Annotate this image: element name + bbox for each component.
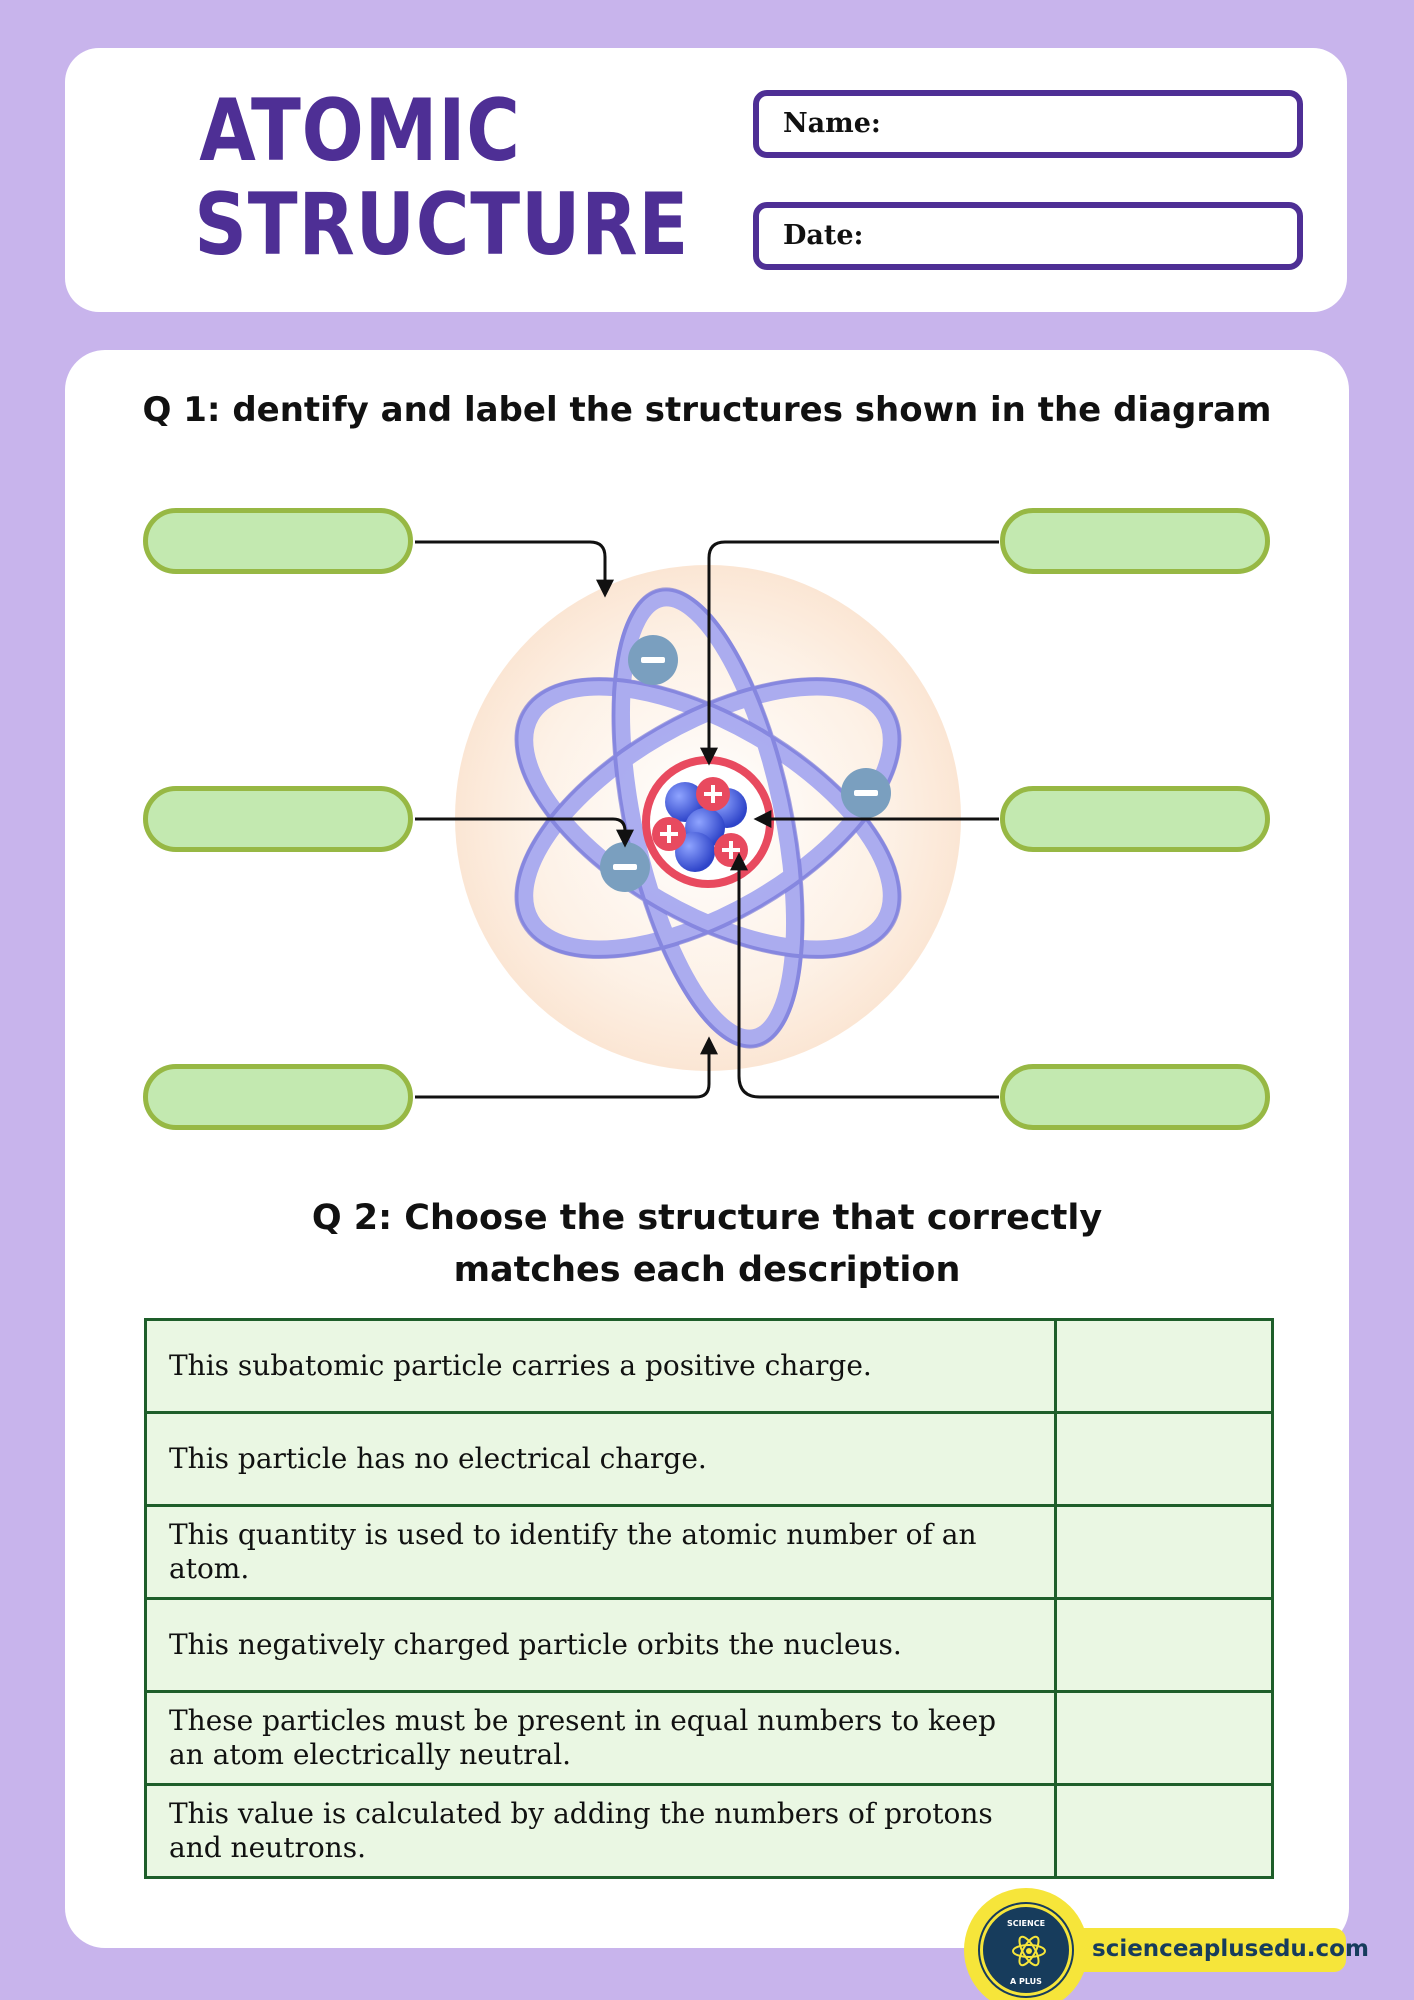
table-row xyxy=(146,1506,1273,1599)
atom-icon xyxy=(1009,1931,1049,1971)
worksheet-title xyxy=(194,81,690,275)
label-box-bottom-left[interactable] xyxy=(143,1064,413,1130)
table-row xyxy=(146,1785,1273,1878)
header-card xyxy=(65,48,1347,312)
label-box-top-left[interactable] xyxy=(143,508,413,574)
table-row xyxy=(146,1692,1273,1785)
date-label: Date: xyxy=(783,220,864,251)
name-label: Name: xyxy=(783,108,881,139)
electron xyxy=(841,768,891,818)
answer-cell[interactable] xyxy=(1055,1320,1272,1413)
description-cell: This negatively charged particle orbits the nucleus. xyxy=(146,1599,1056,1692)
title-line-2: STRUCTURE xyxy=(194,175,690,275)
description-cell: This subatomic particle carries a positive charge. xyxy=(146,1320,1056,1413)
answer-cell[interactable] xyxy=(1055,1413,1272,1506)
label-box-bottom-right[interactable] xyxy=(1000,1064,1270,1130)
table-row xyxy=(146,1320,1273,1413)
table-row xyxy=(146,1413,1273,1506)
electron xyxy=(600,842,650,892)
title-line-1: ATOMIC xyxy=(199,81,521,181)
answer-cell[interactable] xyxy=(1055,1506,1272,1599)
label-box-middle-left[interactable] xyxy=(143,786,413,852)
brand-logo xyxy=(964,1888,1088,2000)
badge-top-text: SCIENCE xyxy=(1006,1919,1046,1928)
description-table xyxy=(144,1318,1274,1879)
question-1-title: Q 1: dentify and label the structures shown in the diagram xyxy=(142,390,1272,430)
answer-cell[interactable] xyxy=(1055,1785,1272,1878)
question-2-title: Q 2: Choose the structure that correctly matches each description xyxy=(311,1198,1103,1290)
proton xyxy=(652,817,686,851)
label-box-middle-right[interactable] xyxy=(1000,786,1270,852)
electron xyxy=(628,635,678,685)
label-box-top-right[interactable] xyxy=(1000,508,1270,574)
description-cell: This value is calculated by adding the numbers of protons and neutrons. xyxy=(146,1785,1056,1878)
brand-website[interactable]: scienceaplusedu.com xyxy=(1070,1928,1346,1972)
description-cell: This particle has no electrical charge. xyxy=(146,1413,1056,1506)
answer-cell[interactable] xyxy=(1055,1692,1272,1785)
description-cell: These particles must be present in equal numbers to keep an atom electrically neutral. xyxy=(146,1692,1056,1785)
proton xyxy=(696,777,730,811)
nucleus xyxy=(646,760,770,884)
date-field[interactable] xyxy=(753,202,1303,270)
badge-bottom-text: A PLUS xyxy=(1010,1977,1042,1986)
proton xyxy=(714,833,748,867)
main-card xyxy=(65,350,1349,1948)
answer-cell[interactable] xyxy=(1055,1599,1272,1692)
description-cell: This quantity is used to identify the atomic number of an atom. xyxy=(146,1506,1056,1599)
table-row xyxy=(146,1599,1273,1692)
name-field[interactable] xyxy=(753,90,1303,158)
